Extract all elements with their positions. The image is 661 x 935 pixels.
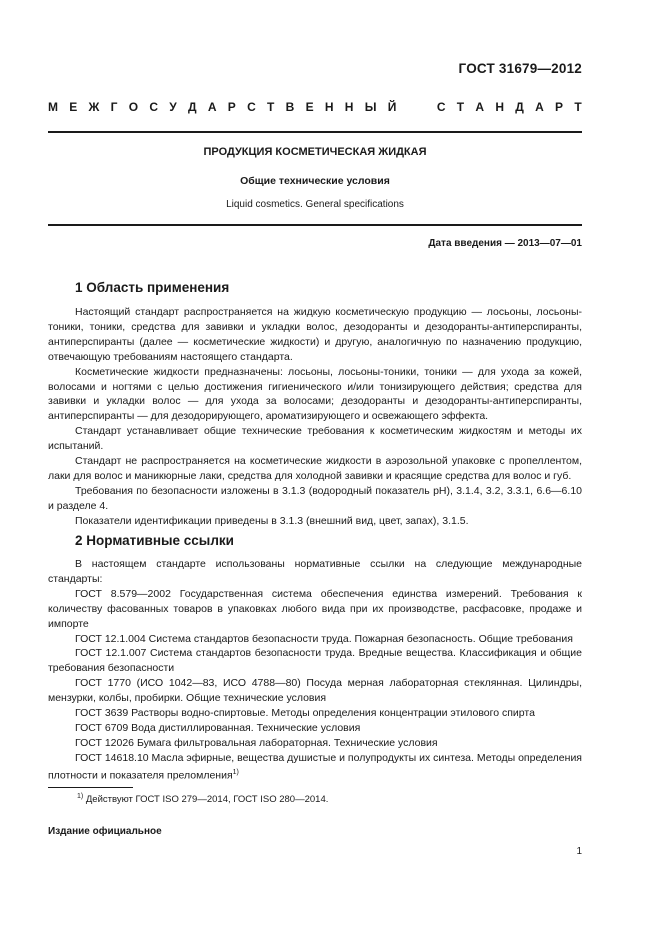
page-number: 1 — [576, 846, 582, 857]
english-title: Liquid cosmetics. General specifications — [226, 199, 404, 210]
document-subtitle: Общие технические условия — [240, 175, 390, 187]
banner-letter: С — [436, 100, 446, 114]
normative-reference: ГОСТ 12.1.004 Система стандартов безопасности труда. Пожарная безопасность. Общие требования — [75, 632, 573, 645]
banner-letter: Т — [267, 100, 275, 114]
banner-letter: Г — [110, 100, 118, 114]
banner-letter: Р — [555, 100, 564, 114]
banner-letter: Д — [188, 100, 197, 114]
banner-letter: Т — [574, 100, 582, 114]
banner-letter: А — [207, 100, 217, 114]
banner-letter: А — [475, 100, 485, 114]
banner-letter: Е — [69, 100, 78, 114]
interstate-standard-banner — [48, 100, 582, 114]
banner-letter: Й — [387, 100, 397, 114]
section-1-body — [48, 305, 582, 529]
normative-reference: ГОСТ 1770 (ИСО 1042—83, ИСО 4788—80) Посуда мерная лабораторная стеклянная. Цилиндры, мензурки, колбы, пробирки. Общие технические условия — [48, 677, 582, 705]
section-1-paragraph: Стандарт устанавливает общие технические требования к косметическим жидкостям и методы их испытаний. — [48, 425, 582, 453]
section-1-paragraph: Косметические жидкости предназначены: лосьоны, лосьоны-тоники, тоники — для ухода за кожей, волосами и ногтями с целью достижения гигиенического и/или тонизирующего действия; средства для завивки и укладки волос — для ухода за волосами; дезодоранты и дезодоранты-антиперспиранты, антиперспиранты — для дезодорирующего, ароматизирующего и освежающего эффекта. — [48, 365, 582, 423]
banner-letter: Т — [456, 100, 465, 114]
section-1-paragraph: Настоящий стандарт распространяется на жидкую косметическую продукцию — лосьоны, лосьоны-тоники, тоники, средства для завивки и укладки волос, дезодоранты и дезодоранты-антиперспиранты, антиперспиранты (далее — косметические жидкости) и другую, аналогичную по назначению продукцию, отвечающую требованиям настоящего стандарта. — [48, 306, 582, 363]
banner-letter: С — [247, 100, 256, 114]
footnote-mark: 1) — [77, 793, 84, 800]
section-2-paragraph: В настоящем стандарте использованы нормативные ссылки на следующие международные стандарты: — [48, 558, 582, 585]
banner-letter: Р — [227, 100, 236, 114]
normative-reference: ГОСТ 8.579—2002 Государственная система обеспечения единства измерений. Требования к количеству фасованных товаров в упаковках любого вида при их производстве, расфасовке, продаже и импорте — [48, 587, 582, 630]
footnote-reference: 1) — [232, 768, 239, 776]
footnote-text: Действуют ГОСТ ISO 279—2014, ГОСТ ISO 280—2014. — [85, 794, 329, 806]
banner-letter: С — [149, 100, 159, 114]
normative-reference: ГОСТ 12026 Бумага фильтровальная лабораторная. Технические условия — [75, 736, 438, 749]
top-divider — [48, 131, 582, 133]
banner-letter: Ж — [88, 100, 100, 114]
banner-letter: О — [128, 100, 139, 114]
section-1-heading: 1 Область применения — [75, 280, 230, 295]
normative-reference: ГОСТ 12.1.007 Система стандартов безопасности труда. Вредные вещества. Классификация и общие требования безопасности — [48, 647, 582, 675]
normative-reference: ГОСТ 3639 Растворы водно-спиртовые. Методы определения концентрации этилового спирта — [75, 707, 535, 720]
banner-letter: Н — [344, 100, 354, 114]
banner-letter — [422, 100, 425, 114]
introduction-date: Дата введения — 2013—07—01 — [428, 238, 582, 249]
banner-letter — [408, 100, 411, 114]
standard-number: ГОСТ 31679—2012 — [458, 61, 582, 76]
footnote-divider — [48, 787, 133, 788]
section-1-paragraph: Стандарт не распространяется на косметические жидкости в аэрозольной упаковке с пропеллентом, лаки для волос и маникюрные лаки, средства для холодной завивки и красящие средства для волос и губ. — [48, 455, 582, 482]
title-divider — [48, 224, 582, 226]
banner-letter: А — [535, 100, 544, 114]
normative-reference: ГОСТ 6709 Вода дистиллированная. Технические условия — [75, 721, 361, 734]
section-2-body — [48, 557, 582, 783]
banner-letter: В — [285, 100, 295, 114]
banner-letter: Н — [324, 100, 334, 114]
banner-letter: Ы — [364, 100, 377, 114]
banner-letter: Д — [515, 100, 524, 114]
reference-text: ГОСТ 14618.10 Масла эфирные, вещества душистые и полупродукты их синтеза. Методы определения плотности и показателя преломления — [48, 751, 582, 782]
banner-letter: У — [169, 100, 177, 114]
footnote — [77, 793, 328, 805]
section-1-paragraph: Показатели идентификации приведены в 3.1.3 (внешний вид, цвет, запах), 3.1.5. — [75, 514, 469, 527]
banner-letter: Е — [305, 100, 314, 114]
official-edition-label: Издание официальное — [48, 826, 162, 837]
normative-reference — [48, 751, 582, 783]
banner-letter: М — [48, 100, 58, 114]
banner-letter: Н — [495, 100, 504, 114]
section-2-heading: 2 Нормативные ссылки — [75, 533, 234, 548]
document-title: ПРОДУКЦИЯ КОСМЕТИЧЕСКАЯ ЖИДКАЯ — [203, 146, 427, 158]
section-1-paragraph: Требования по безопасности изложены в 3.1.3 (водородный показатель pH), 3.1.4, 3.2, 3.3.1, 6.6—6.10 и разделе 4. — [48, 484, 582, 512]
